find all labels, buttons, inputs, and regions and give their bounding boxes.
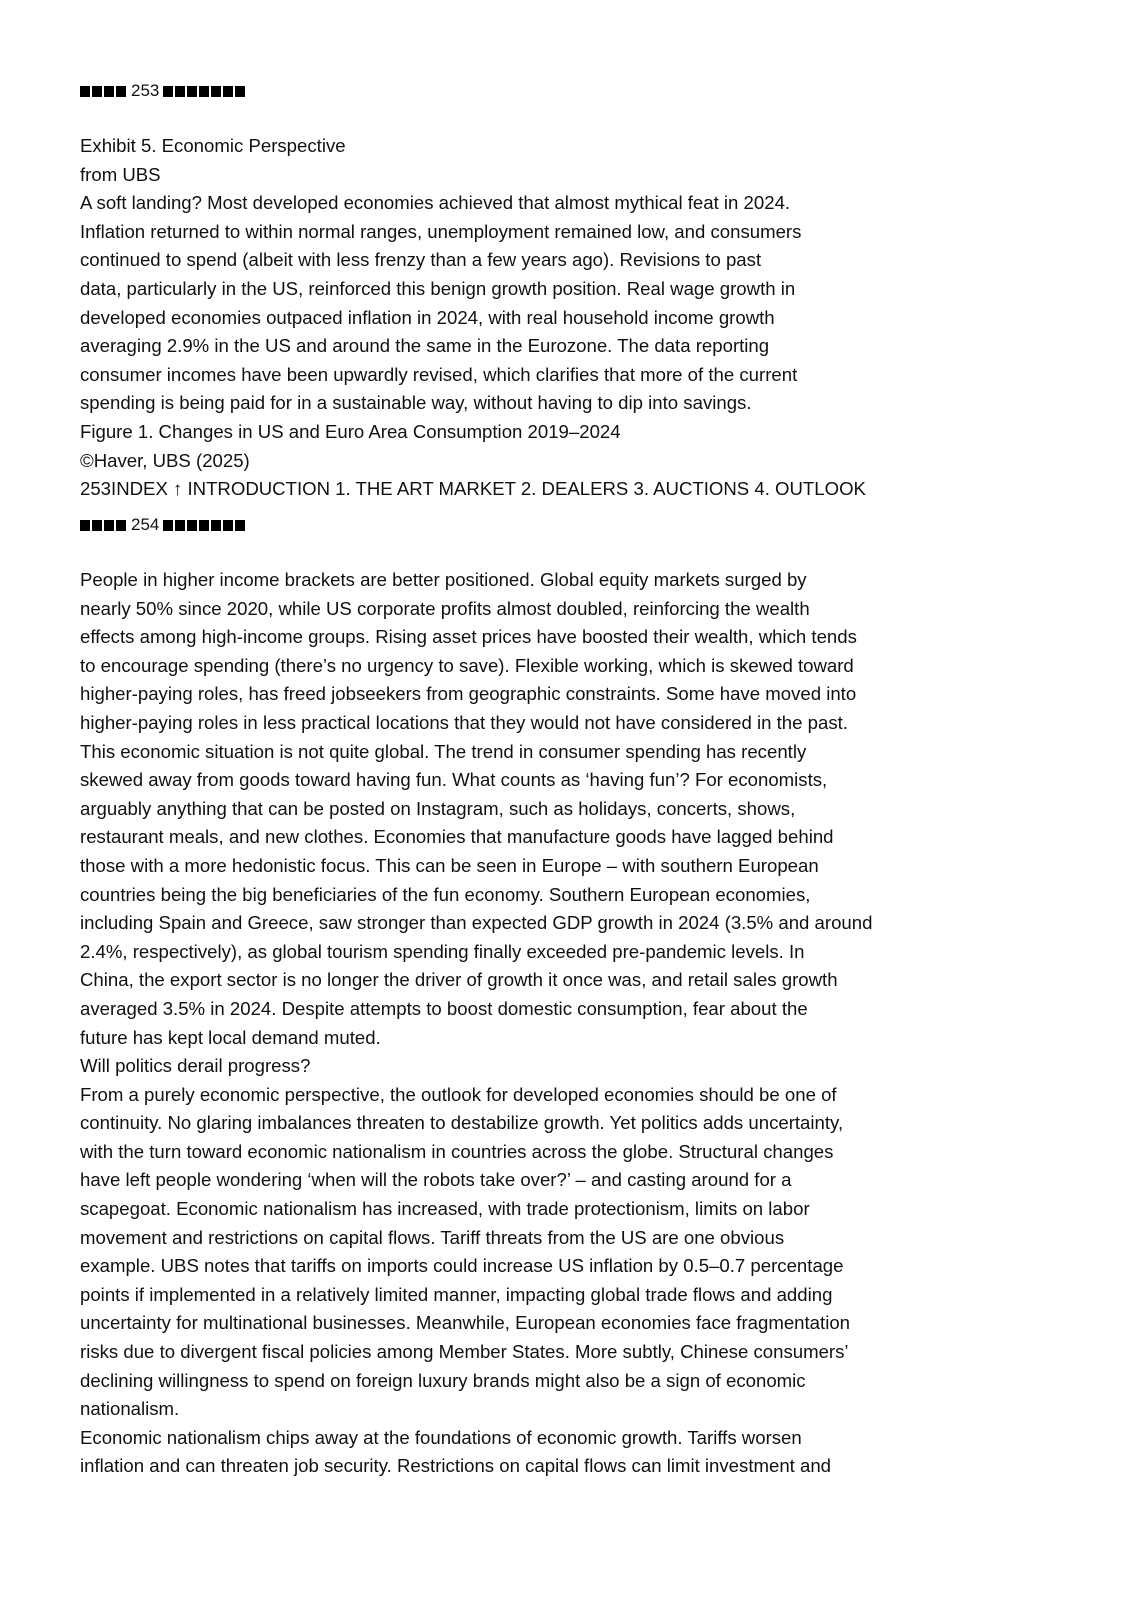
text-line: scapegoat. Economic nationalism has increased, with trade protectionism, limits on labor [80,1198,810,1220]
page-253-text [80,132,1080,504]
text-line: from UBS [80,163,161,185]
text-line: declining willingness to spend on foreign luxury brands might also be a sign of economic [80,1369,806,1391]
text-line: A soft landing? Most developed economies achieved that almost mythical feat in 2024. [80,192,791,214]
text-line: uncertainty for multinational businesses. Meanwhile, European economies face fragmentation [80,1312,851,1334]
text-line: nearly 50% since 2020, while US corporate profits almost doubled, reinforcing the wealth [80,597,810,619]
text-line: those with a more hedonistic focus. This can be seen in Europe – with southern European [80,854,819,876]
text-line: with the turn toward economic nationalism in countries across the globe. Structural changes [80,1140,834,1162]
text-line: inflation and can threaten job security. Restrictions on capital flows can limit investment and [80,1455,832,1477]
text-line: averaging 2.9% in the US and around the same in the Eurozone. The data reporting [80,335,770,357]
text-line: Economic nationalism chips away at the foundations of economic growth. Tariffs worsen [80,1426,802,1448]
redaction-blocks-left [80,515,128,535]
page-number: 253 [131,80,160,100]
text-line: spending is being paid for in a sustainable way, without having to dip into savings. [80,392,752,414]
text-line: countries being the big beneficiaries of the fun economy. Southern European economies, [80,883,811,905]
text-line: risks due to divergent fiscal policies among Member States. More subtly, Chinese consumers’ [80,1341,849,1363]
text-line: continued to spend (albeit with less frenzy than a few years ago). Revisions to past [80,249,762,271]
text-line: This economic situation is not quite global. The trend in consumer spending has recently [80,740,807,762]
text-line: ©Haver, UBS (2025) [80,449,250,471]
text-line: have left people wondering ‘when will the robots take over?’ – and casting around for a [80,1169,792,1191]
text-line: example. UBS notes that tariffs on imports could increase US inflation by 0.5–0.7 percentage [80,1255,844,1277]
text-line: points if implemented in a relatively limited manner, impacting global trade flows and adding [80,1283,833,1305]
text-line: restaurant meals, and new clothes. Economies that manufacture goods have lagged behind [80,826,834,848]
text-line: continuity. No glaring imbalances threaten to destabilize growth. Yet politics adds uncertainty, [80,1112,844,1134]
text-line: including Spain and Greece, saw stronger than expected GDP growth in 2024 (3.5% and around [80,912,873,934]
text-line: 253INDEX ↑ INTRODUCTION 1. THE ART MARKET 2. DEALERS 3. AUCTIONS 4. OUTLOOK [80,478,866,500]
text-line: Inflation returned to within normal ranges, unemployment remained low, and consumers [80,220,802,242]
text-line: Exhibit 5. Economic Perspective [80,135,346,156]
text-line: consumer incomes have been upwardly revised, which clarifies that more of the current [80,363,798,385]
page-254-text [80,566,1080,1481]
text-line: China, the export sector is no longer the driver of growth it once was, and retail sales growth [80,969,838,991]
text-line: to encourage spending (there’s no urgency to save). Flexible working, which is skewed toward [80,654,854,676]
text-line: averaged 3.5% in 2024. Despite attempts to boost domestic consumption, fear about the [80,997,808,1019]
page-marker-253 [80,80,247,100]
text-line: arguably anything that can be posted on Instagram, such as holidays, concerts, shows, [80,797,796,819]
text-line: effects among high-income groups. Rising asset prices have boosted their wealth, which tends [80,626,857,648]
text-line: higher-paying roles in less practical locations that they would not have considered in the past. [80,711,848,733]
page-marker-254 [80,514,247,534]
text-line: Will politics derail progress? [80,1055,311,1077]
text-line: From a purely economic perspective, the outlook for developed economies should be one of [80,1083,837,1105]
text-line: movement and restrictions on capital flows. Tariff threats from the US are one obvious [80,1226,785,1248]
text-line: 2.4%, respectively), as global tourism spending finally exceeded pre-pandemic levels. In [80,940,805,962]
text-line: developed economies outpaced inflation in 2024, with real household income growth [80,306,775,328]
text-line: higher-paying roles, has freed jobseekers from geographic constraints. Some have moved into [80,683,857,705]
text-line: future has kept local demand muted. [80,1026,381,1048]
redaction-blocks-right [163,515,247,535]
redaction-blocks-right [163,81,247,101]
text-line: data, particularly in the US, reinforced this benign growth position. Real wage growth in [80,277,796,299]
text-line: People in higher income brackets are better positioned. Global equity markets surged by [80,569,807,590]
redaction-blocks-left [80,81,128,101]
text-line: Figure 1. Changes in US and Euro Area Consumption 2019–2024 [80,420,621,442]
text-line: nationalism. [80,1398,180,1420]
page-number: 254 [131,514,160,534]
text-line: skewed away from goods toward having fun. What counts as ‘having fun’? For economists, [80,769,828,791]
